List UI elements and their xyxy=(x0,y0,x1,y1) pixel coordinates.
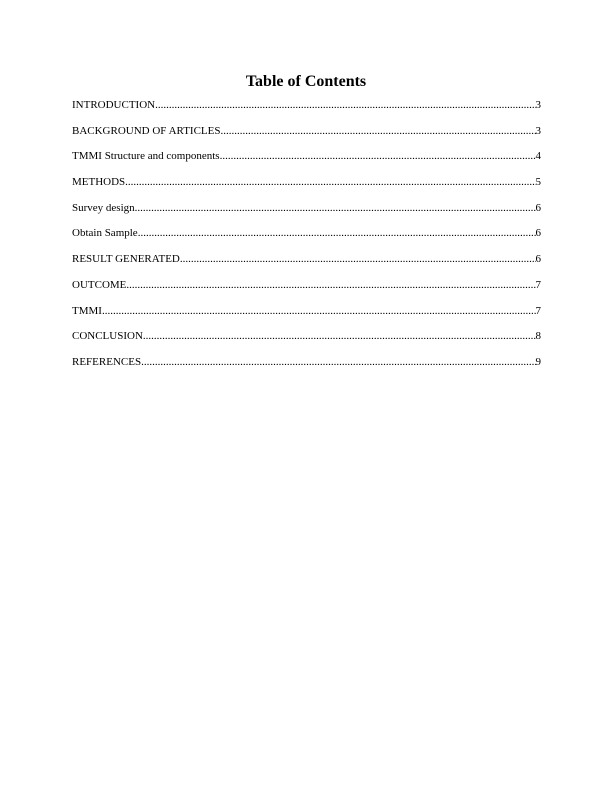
toc-entry-page: 3 xyxy=(535,99,541,111)
toc-entry-page: 7 xyxy=(535,278,541,291)
toc-leader xyxy=(155,98,535,112)
toc-leader xyxy=(220,149,536,163)
toc-entry-introduction[interactable] xyxy=(72,98,541,124)
toc-leader xyxy=(141,355,535,369)
toc-entry-page: 9 xyxy=(535,355,541,368)
toc-entry-outcome[interactable] xyxy=(72,278,541,304)
toc-entry-text: Survey design xyxy=(72,201,135,214)
toc-leader xyxy=(125,175,535,189)
toc-entry-text: BACKGROUND OF ARTICLES xyxy=(72,124,221,137)
toc-entry-text: RESULT GENERATED xyxy=(72,253,180,266)
toc-entry-text: TMMI xyxy=(72,304,102,317)
toc-entry-survey-design[interactable] xyxy=(72,201,541,227)
toc-entry-text: OUTCOME xyxy=(72,278,127,291)
toc-entry-references[interactable] xyxy=(72,355,541,381)
toc-entry-conclusion[interactable] xyxy=(72,329,541,355)
toc-entry-text: INTRODUCTION xyxy=(72,99,156,111)
toc-entry-tmmi-structure[interactable] xyxy=(72,149,541,175)
toc-entry-page: 4 xyxy=(535,150,541,163)
toc-entry-text: TMMI Structure and components xyxy=(72,150,220,163)
toc-entry-text: METHODS xyxy=(72,176,126,189)
toc-entry-page: 5 xyxy=(535,176,541,189)
toc-list xyxy=(72,98,541,381)
toc-entry-result-generated[interactable] xyxy=(72,252,541,278)
toc-leader xyxy=(102,304,536,318)
toc-entry-page: 7 xyxy=(535,304,541,317)
toc-leader xyxy=(143,329,536,343)
toc-entry-page: 6 xyxy=(535,253,541,266)
toc-entry-text: CONCLUSION xyxy=(72,330,143,343)
toc-entry-page: 8 xyxy=(535,330,541,343)
toc-title: Table of Contents xyxy=(245,73,367,90)
toc-entry-page: 6 xyxy=(535,201,541,214)
toc-entry-text: Obtain Sample xyxy=(72,227,138,240)
toc-entry-page: 6 xyxy=(535,227,541,240)
toc-leader xyxy=(126,278,535,292)
toc-entry-obtain-sample[interactable] xyxy=(72,226,541,252)
toc-leader xyxy=(220,124,535,138)
toc-entry-page: 3 xyxy=(535,124,541,137)
toc-entry-text: REFERENCES xyxy=(72,355,142,368)
toc-entry-tmmi[interactable] xyxy=(72,304,541,330)
toc-leader xyxy=(138,226,536,240)
toc-leader xyxy=(180,252,536,266)
toc-entry-background-of-articles[interactable] xyxy=(72,124,541,150)
toc-leader xyxy=(135,201,536,215)
toc-entry-methods[interactable] xyxy=(72,175,541,201)
